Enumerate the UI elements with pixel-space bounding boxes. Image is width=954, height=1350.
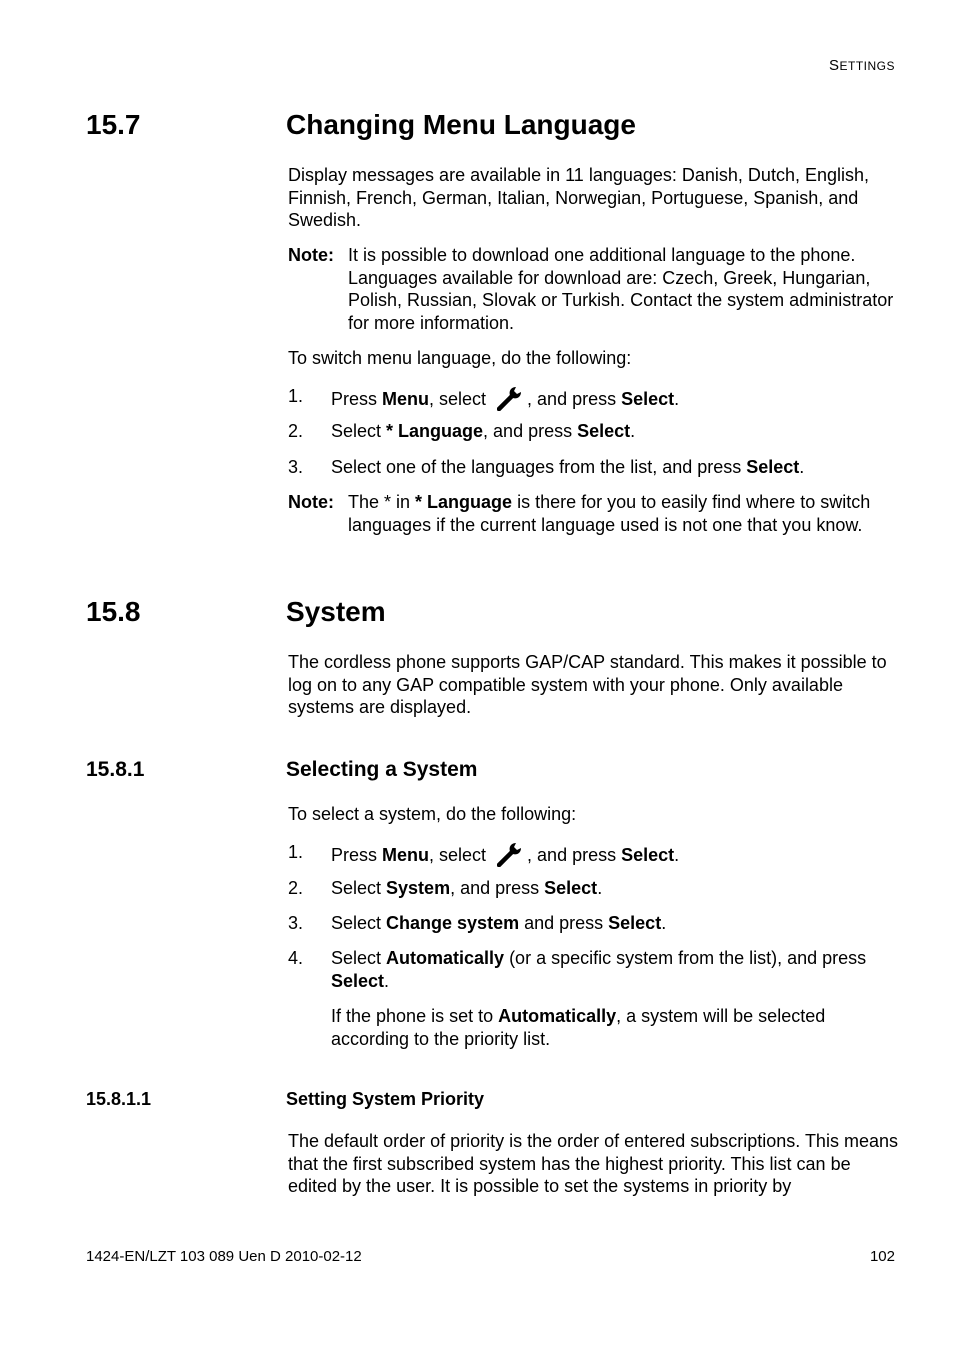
running-header [829,57,895,74]
note-label: Note: [288,492,334,512]
paragraph-system-intro: The cordless phone supports GAP/CAP standard. This makes it possible to log on to any GAP compatible system with your phone. Only available systems are displayed. [288,652,887,718]
paragraph-switch-lead: To switch menu language, do the following: [288,348,632,368]
step-text: , a system will be selected according to the priority list. [331,1006,826,1049]
step-text: If the phone is set to [331,1006,499,1026]
step-text: Press [331,389,383,409]
step-bold: Menu [382,845,430,865]
step-text: (or a specific system from the list), and press [504,948,867,968]
section-number-15-8: 15.8 [86,596,141,627]
header-rest: ETTINGS [839,59,895,73]
section-title-15-8-1: Selecting a System [286,758,478,781]
step-bold: Automatically [386,948,505,968]
section-title-15-8-1-1: Setting System Priority [286,1089,485,1109]
step-bold: Select [746,457,800,477]
step-bold: Select [577,421,631,441]
step-bold: Select [331,970,385,991]
note-language-star [288,491,903,536]
note-download [288,244,903,335]
step-text: , select [429,389,492,409]
step-text: . [597,878,603,898]
step-text: , and press [450,878,545,898]
step-bold: System [386,878,451,898]
section-title-15-8: System [286,596,386,627]
step-2 [288,420,903,443]
step-text: . [674,845,680,865]
note-bold: * Language [415,492,513,512]
header-cap: S [828,57,840,74]
wrench-icon [497,841,525,867]
step-3 [288,456,903,479]
step-number: 2. [288,878,304,898]
step-text: and press [519,913,609,933]
paragraph-languages: Display messages are available in 11 languages: Danish, Dutch, English, Finnish, French, German, Italian, Norwegian, Portuguese, Spanish, and Swedish. [288,165,869,231]
section-title-15-7: Changing Menu Language [286,109,636,140]
step-bold: Select [608,913,662,933]
step-4 [288,947,903,992]
note-text: It is possible to download one additional language to the phone. Languages available for download are: Czech, Greek, Hungarian, Polish, Russian, Slovak or Turkish. Contact the system administrator for more information. [348,245,894,334]
step-text: Select [331,913,387,933]
step-text: Select [331,948,387,968]
step-3 [288,912,903,935]
step-number: 3. [288,913,304,933]
step-text: , select [429,845,492,865]
step-number: 3. [288,457,304,477]
step-number: 1. [288,386,304,406]
page-number: 102 [869,1248,895,1265]
step-bold: Menu [382,389,430,409]
step-text: , and press [527,389,622,409]
step-text: . [630,421,636,441]
step-bold: Select [621,845,675,865]
step-text: Select one of the languages from the list, and press [331,457,747,477]
note-text: The * in [348,492,416,512]
step-text: Select [331,878,387,898]
step-text: . [674,389,680,409]
step-number: 2. [288,421,304,441]
note-label: Note: [288,245,334,265]
step-1 [288,841,903,867]
step-number: 4. [288,948,304,968]
step-text: . [799,457,805,477]
step-text: , and press [527,845,622,865]
step-number: 1. [288,842,304,862]
step-1 [288,385,903,411]
step-4-note [288,1005,903,1050]
step-text: Press [331,845,383,865]
step-bold: Automatically [498,1006,617,1026]
step-bold: Change system [386,913,520,933]
section-number-15-8-1: 15.8.1 [86,758,145,781]
note-text: is there for you to easily find where to switch languages if the current language used is not one that you know. [348,492,871,535]
step-bold: Select [544,878,598,898]
step-bold: Select [621,389,675,409]
step-text: Select [331,421,387,441]
step-text: . [661,913,667,933]
step-text: , and press [483,421,578,441]
step-bold: * Language [386,421,484,441]
wrench-icon [497,385,525,411]
paragraph-select-lead: To select a system, do the following: [288,804,577,824]
footer-doc-id: 1424-EN/LZT 103 089 Uen D 2010-02-12 [86,1248,362,1265]
step-2 [288,877,903,900]
section-number-15-7: 15.7 [86,109,141,140]
section-number-15-8-1-1: 15.8.1.1 [86,1089,152,1109]
step-text: . [384,970,390,991]
paragraph-priority: The default order of priority is the order of entered subscriptions. This means that the first subscribed system has the highest priority. This list can be edited by the user. It is possible to set the systems in priority by [288,1131,898,1197]
